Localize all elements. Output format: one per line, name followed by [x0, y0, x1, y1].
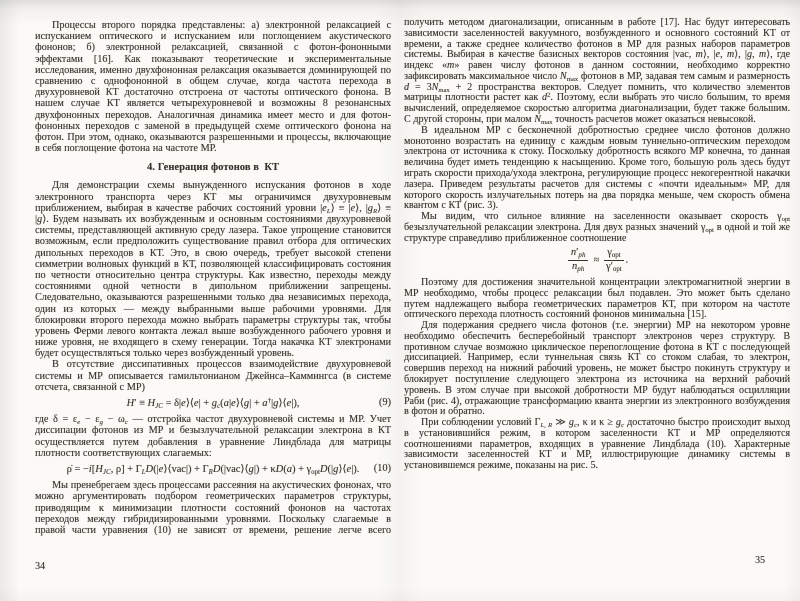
fraction — [604, 248, 623, 273]
page-right — [404, 0, 790, 601]
paragraph: Для демонстрации схемы вынужденного испускания фотонов в ходе электронного транспорта через КТ мы ограничимся двухуровневым приближением, выбирая в качестве рабочих состояний уровни $|e_L⟩$ ≡ |e⟩, $|g_R⟩$ ≡ |g⟩. Будем называть их возбужденным и основным состояниями двухуровневой системы, представляющей активную среду лазера. Такое упрощение становится возможным, если предположить существование правил отбора для оптических дипольных переходов в КТ. Это, в свою очередь, требует высокой степени симметрии волновых функций в КТ, позволяющей классифицировать состояния по четности относительно центра структуры. Как известно, переходы между состояниями одной четности в дипольном приближении запрещены. Следовательно, оказываются разрешенными только два независимых перехода, один из которых — между выбранными выше рабочими уровнями. Для блокировки второго перехода можно выбрать параметры структуры так, чтобы уровень Ферми левого контакта лежал выше возбужденного рабочего уровня и ниже уровня, не входящего в схему генерации. Тогда накачка КТ электронами будет осуществляться только через возбужденный уровень. — [35, 180, 391, 360]
paragraph: В идеальном МР с бесконечной добротностью среднее число фотонов должно монотонно возрастать на единицу с каждым новым туннельно-оптическим переходом электрона от источника к стоку. Поскольку добротность всякого МР конечна, то данная величина будет иметь тенденцию к насыщению. Кроме того, большую роль здесь будут играть скорости прихода/ухода электрона, регулирующие процесс некогерентной накачки лазера. Приведем результаты расчетов для системы с «почти идеальным» МР, для которого скорость излучательных потерь на два порядка меньше, чем скорость обмена квантом с КТ (рис. 3). — [404, 124, 790, 212]
fraction — [568, 248, 589, 273]
page-number: 34 — [35, 561, 45, 572]
fraction-numerator: $n'_{ph}$ — [568, 248, 589, 261]
paragraph: Процессы второго порядка представлены: а) электронной релаксацией с испусканием оптического и испусканием или поглощением акустического фононов; б) электронной релаксацией, связанной с фотон-фононными эффектами [16]. Как показывают теоретические и экспериментальные исследования, именно двухфононная релаксация оказывается доминирующей по сравнению с однофононной в общем случае, когда частота перехода в двухуровневой КТ достаточно отстроена от частоты оптического фонона. В нашем случае КТ является четырехуровневой и возможны 8 резонансных двухфононных переходов. Аналогичная динамика имеет место и для фотон-фононных переходов с заменой в предыдущей схеме оптического фонона на фотон. При этом, однако, оказываются разрешенными и процессы, включающие в себя поглощение фотона на частоте МР. — [35, 20, 391, 155]
paragraph: При соблюдении условий $\Gamma_{L, R}$ ≫ $g_c$, κ и $\kappa \ge g_c$ достаточно быстро происходит выход в установившийся режим, в котором заселенности КТ и МР определяются соотношениями параметров, входящих в уравнение Линдблада (10). Характерные зависимости заселенностей КТ и МР, иллюстрирующие динамику системы в установившемся режиме, показаны на рис. 5. — [404, 417, 791, 472]
equation-period: . — [625, 255, 629, 267]
paragraph: где $\delta = \varepsilon_e - \varepsilon_g - \omega_c$ — отстройка частот двухуровневой системы и МР. Учет диссипации фотонов из МР и безызлучательной релаксации электрона в КТ осуществляется путем добавления в уравнение Линдблада для матрицы плотности соответствующих слагаемых: — [35, 414, 391, 459]
section-heading: 4. Генерация фотонов в КТ — [147, 162, 279, 174]
paragraph: Мы пренебрегаем здесь процессами рассеяния на акустических фононах, что можно аргументировать подбором геометрических параметров структуры, приводящим к минимизации плотности состояний фононов на частотах переходов между гибридизированными уровнями. Поскольку слагаемые в правой части уравнения (10) не зависят от времени, решение легче всего — [35, 480, 391, 536]
approx-sign: ≈ — [593, 255, 600, 267]
equation-number: (9) — [378, 397, 391, 408]
paragraph: В отсутствие диссипативных процессов взаимодействие двухуровневой системы и МР описывается гамильтонианом Джейнса–Каммингса (в системе отсчета, связанной с МР) — [35, 359, 391, 393]
fraction-denominator: $\gamma'_{opt}$ — [606, 261, 622, 274]
photon-ratio-equation — [404, 248, 790, 273]
fraction-numerator: $\gamma_{opt}$ — [604, 248, 623, 261]
page-left — [35, 0, 391, 601]
fraction-denominator: $n_{ph}$ — [571, 261, 585, 274]
equation-body: $H' \equiv H_{JC}$ = δ|e⟩⟨e| + $g_c(a|e⟩⟨g|$ + a†|g⟩⟨e|), — [126, 397, 300, 411]
equation-number: (10) — [373, 462, 391, 474]
equation-body: ρ̇ = $-i[H_{JC}$, $\rho] + \Gamma_LD(|e⟩⟨vac|)$ + $\Gamma_RD(|vac⟩⟨g|) + \kappa D(a)$ + $\gamma_{opt}D(|g⟩⟨e|)$. — [66, 463, 360, 476]
page-number: 35 — [755, 555, 765, 566]
equation-9 — [35, 398, 391, 409]
paragraph: Поэтому для достижения значительной концентрации электромагнитной энергии в МР необходимо, чтобы процесс релаксации был подавлен. Это может быть сделано путем надлежащего выбора геометрических параметров КТ, при котором на частоте оптического перехода плотность состояний фононов минимальна [15]. — [404, 276, 790, 321]
equation-10 — [35, 464, 391, 475]
paragraph: получить методом диагонализации, описанным в работе [17]. Нас будут интересовать зависимости заселенностей вакуумного, возбужденного и основного состояний КТ от времени, а также среднее количество фотонов в МР для разных наборов параметров системы. Выбирая в качестве базисных векторов состояния |vac, m⟩, |e, m⟩, |g, m⟩, где индекс «m» равен числу фотонов в данном состоянии, необходимо корректно зафиксировать максимальное число $N_{max}$ фотонов в МР, задавая тем самым и размерность $d = 3N_{max} + 2$ пространства векторов. Следует помнить, что количество элементов матрицы плотности растет как $d^2$. Поэтому, если выбрать это число большим, то время вычислений, определяемое скоростью алгоритма диагонализации, будет также большим. С другой стороны, при малом $N_{max}$ точность расчетов может оказаться невысокой. — [404, 17, 791, 126]
paragraph: Мы видим, что сильное влияние на заселенности оказывает скорость $\gamma_{opt}$ безызлучательной релаксации электрона. Для двух разных значений $\gamma_{opt}$ в одной и той же структуре справедливо приближенное соотношение — [404, 211, 791, 244]
paragraph: Для подержания среднего числа фотонов (т.е. энергии) МР на некотором уровне необходимо обеспечить бесперебойный транспорт электронов через структуру. В противном случае возможно циклическое перепоглощение фотона в КТ с последующей диссипацией. Например, если туннельная связь КТ со стоком слабая, то электрон, совершив переход на нижний рабочий уровень, не может быстро покинуть структуру и блокирует поступление следующего электрона из источника на верхний рабочий уровень. В этом случае при высокой добротности МР будут наблюдаться осцилляции Раби (рис. 4), отражающие трансформацию кванта энергии из электронного возбуждения в фотон и обратно. — [404, 320, 790, 418]
